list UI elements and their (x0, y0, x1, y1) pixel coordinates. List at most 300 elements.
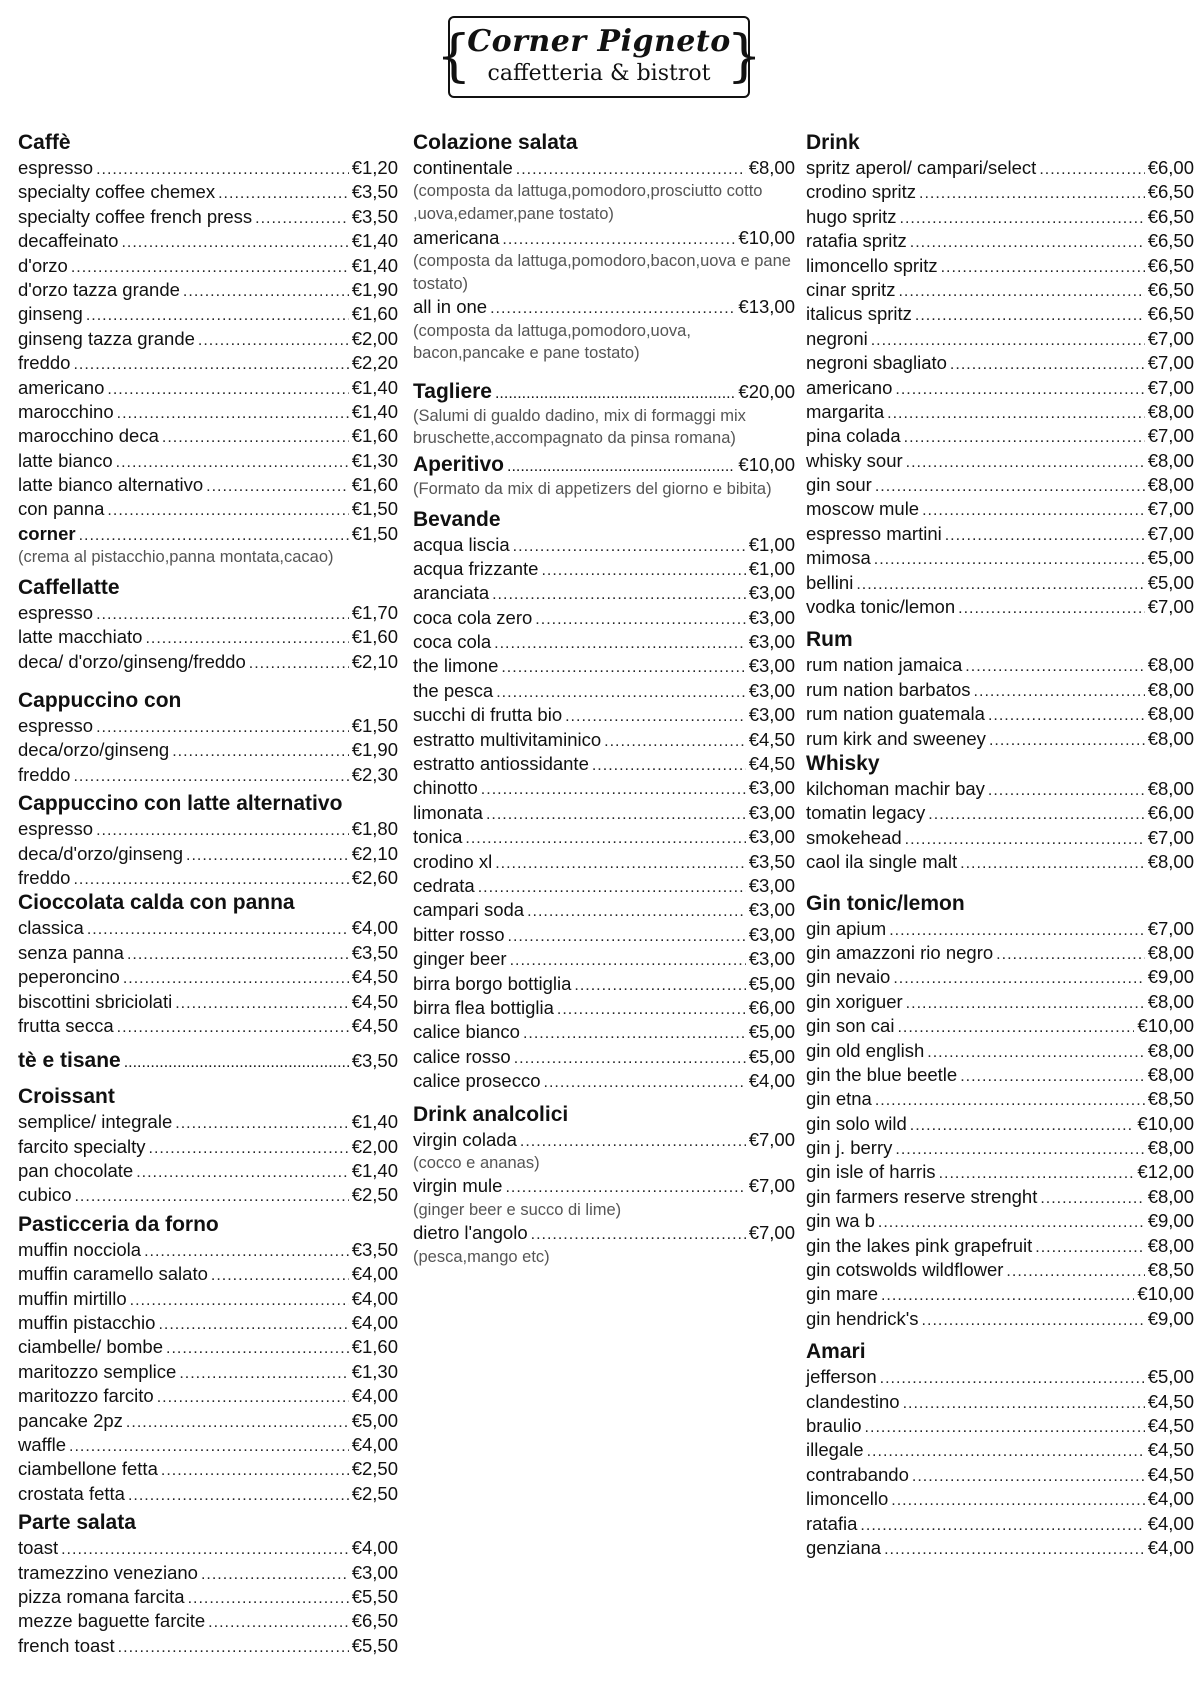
item-price: €3,00 (748, 899, 795, 921)
item-price: €3,00 (748, 923, 795, 945)
item-name: caol ila single malt (806, 851, 958, 873)
menu-item (18, 1482, 398, 1506)
item-name: whisky sour (806, 449, 903, 471)
dot-leader (988, 777, 1145, 803)
menu-item (806, 1365, 1194, 1389)
dot-leader (79, 522, 349, 548)
item-price: €4,00 (351, 1434, 398, 1455)
right-brace-ornament: } (726, 24, 762, 89)
menu-section (806, 891, 1194, 1332)
dot-leader (557, 996, 746, 1022)
section-title: Drink (806, 131, 860, 154)
item-name: negroni sbagliato (806, 352, 947, 374)
dot-leader (118, 1634, 349, 1660)
dot-leader (915, 302, 1145, 328)
logo-subtitle: caffetteria & bistrot (487, 61, 711, 86)
item-name: virgin mule (413, 1175, 503, 1197)
dot-leader (486, 801, 746, 827)
dot-leader (928, 801, 1144, 827)
item-price: €5,00 (748, 1045, 795, 1067)
item-price: €7,00 (748, 1222, 795, 1244)
item-name: gin sour (806, 474, 872, 496)
menu-item (806, 965, 1194, 989)
dot-leader (906, 449, 1145, 475)
menu-item (806, 678, 1194, 702)
dot-leader (158, 1311, 348, 1337)
item-name: corner (18, 522, 76, 544)
section-title: Gin tonic/lemon (806, 891, 965, 915)
menu-item (806, 400, 1194, 424)
item-price: €1,60 (351, 474, 398, 496)
item-price: €3,00 (748, 948, 795, 970)
item-name: gin isle of harris (806, 1161, 936, 1183)
item-name: moscow mule (806, 498, 920, 520)
menu-item (413, 752, 795, 776)
dot-leader (465, 825, 745, 851)
item-name: bitter rosso (413, 923, 505, 945)
item-price: €4,50 (351, 966, 398, 988)
menu-item (806, 826, 1194, 850)
item-name: ginseng (18, 303, 83, 325)
menu-item (18, 1384, 398, 1408)
item-price: €1,40 (351, 254, 398, 276)
menu-item (806, 205, 1194, 229)
dot-leader (73, 351, 348, 377)
dot-leader (996, 941, 1145, 967)
left-brace-ornament: { (436, 24, 472, 89)
menu-item (806, 156, 1194, 180)
menu-section (413, 452, 795, 501)
section-title: Colazione salata (413, 131, 578, 154)
item-name: gin apium (806, 917, 887, 939)
dot-leader (860, 1512, 1144, 1538)
item-name: toast (18, 1537, 59, 1559)
menu-item (806, 1112, 1194, 1136)
item-price: €1,50 (351, 498, 398, 520)
item-name: aranciata (413, 582, 490, 604)
dot-leader (87, 916, 349, 942)
item-name: marocchino (18, 400, 114, 422)
menu-item (413, 728, 795, 752)
item-price: €3,50 (351, 1238, 398, 1260)
item-name: deca/ d'orzo/ginseng/freddo (18, 650, 246, 672)
menu-item (18, 497, 398, 521)
item-name: ciambelle/ bombe (18, 1336, 163, 1358)
dot-leader (878, 1209, 1145, 1235)
dot-leader (183, 278, 349, 304)
dot-leader (865, 1414, 1145, 1440)
dot-leader (96, 714, 349, 740)
item-price: €1,40 (351, 400, 398, 422)
menu-item (806, 595, 1194, 619)
logo (436, 16, 762, 98)
item-price: €3,00 (748, 679, 795, 701)
menu-item (806, 653, 1194, 677)
item-name: vodka tonic/lemon (806, 596, 956, 618)
dot-leader (157, 1384, 349, 1410)
menu-item (806, 1463, 1194, 1487)
item-description: (composta da lattuga,pomodoro,bacon,uova e pane tostato) (413, 251, 791, 293)
dot-leader (527, 898, 746, 924)
dot-leader (218, 180, 349, 206)
menu-item (18, 650, 398, 674)
dot-leader (201, 1561, 349, 1587)
item-name: french toast (18, 1634, 115, 1656)
item-name: the limone (413, 655, 499, 677)
item-name: gin amazzoni rio negro (806, 941, 994, 963)
menu-item (413, 923, 795, 947)
item-price: €10,00 (1137, 1015, 1194, 1037)
menu-item (806, 777, 1194, 801)
item-price: €3,00 (748, 582, 795, 604)
menu-item (18, 1262, 398, 1286)
item-name: gin the lakes pink grapefruit (806, 1234, 1033, 1256)
item-name: coca cola zero (413, 606, 533, 628)
item-name: freddo (18, 352, 71, 374)
dot-leader (172, 738, 349, 764)
dot-leader (891, 1487, 1144, 1513)
menu-item (806, 1209, 1194, 1233)
item-price: €8,00 (1147, 941, 1194, 963)
section-title: Cappuccino con (18, 689, 182, 713)
item-name: frutta secca (18, 1014, 114, 1036)
item-price: €4,00 (1147, 1488, 1194, 1510)
menu-item (413, 874, 795, 898)
item-price: €1,30 (351, 1360, 398, 1382)
item-name: cubico (18, 1184, 72, 1206)
item-price: €7,00 (1147, 498, 1194, 520)
item-name: crodino xl (413, 850, 493, 872)
item-price: €10,00 (738, 226, 795, 248)
dot-leader (906, 990, 1145, 1016)
menu-item (806, 1438, 1194, 1462)
dot-leader (958, 595, 1145, 621)
section-title: Parte salata (18, 1511, 136, 1535)
dot-leader (874, 546, 1145, 572)
item-name: limonata (413, 801, 483, 823)
menu-item (806, 801, 1194, 825)
item-price: €8,00 (1147, 654, 1194, 676)
item-name: ginseng tazza grande (18, 327, 195, 349)
menu-item (413, 557, 795, 581)
item-price: €1,60 (351, 425, 398, 447)
menu-section (806, 130, 1194, 619)
section-title: Tagliere (413, 379, 492, 403)
menu-item (806, 850, 1194, 874)
dot-leader (927, 1039, 1144, 1065)
item-name: mimosa (806, 547, 871, 569)
item-description: (cocco e ananas) (413, 1153, 540, 1172)
item-price: €1,60 (351, 626, 398, 648)
menu-item (413, 1128, 795, 1152)
menu-item (806, 1414, 1194, 1438)
item-name: gin cotswolds wildflower (806, 1259, 1004, 1281)
dot-leader (912, 1463, 1145, 1489)
menu-section (806, 627, 1194, 751)
dot-leader (922, 497, 1145, 523)
item-name: biscottini sbriciolati (18, 990, 173, 1012)
dot-leader (481, 776, 746, 802)
dot-leader (574, 972, 745, 998)
dot-leader (166, 1335, 349, 1361)
item-price: €8,00 (1147, 1039, 1194, 1061)
item-price: €1,50 (351, 522, 398, 544)
menu-item (413, 947, 795, 971)
item-price: €8,00 (1147, 851, 1194, 873)
item-name: crodino spritz (806, 181, 917, 203)
item-name: virgin colada (413, 1128, 517, 1150)
dot-leader (516, 156, 746, 182)
item-name: deca/d'orzo/ginseng (18, 842, 184, 864)
item-price: €3,00 (748, 655, 795, 677)
dot-leader (128, 1482, 349, 1508)
item-name: specialty coffee french press (18, 205, 253, 227)
item-price: €4,00 (1147, 1536, 1194, 1558)
item-price: €6,50 (351, 1610, 398, 1632)
menu-item (18, 1609, 398, 1633)
menu-item (18, 714, 398, 738)
menu-item (18, 473, 398, 497)
item-name: limoncello spritz (806, 254, 938, 276)
item-name: espresso martini (806, 522, 942, 544)
dot-leader (520, 1128, 746, 1154)
menu-item (806, 1234, 1194, 1258)
dot-leader (897, 1014, 1134, 1040)
menu-item (18, 156, 398, 180)
item-price: €5,00 (1147, 1366, 1194, 1388)
item-price: €8,00 (1147, 1185, 1194, 1207)
item-name: marocchino deca (18, 425, 159, 447)
item-name: birra borgo bottiglia (413, 972, 572, 994)
dot-leader (96, 817, 349, 843)
dot-leader (492, 581, 746, 607)
item-name: gin mare (806, 1283, 878, 1305)
item-name: d'orzo tazza grande (18, 278, 180, 300)
item-name: rum nation barbatos (806, 678, 971, 700)
menu-item (806, 1258, 1194, 1282)
item-price: €2,50 (351, 1482, 398, 1504)
menu-item (413, 295, 795, 319)
menu-item (806, 1536, 1194, 1560)
dot-leader (496, 679, 745, 705)
item-price: €7,00 (1147, 425, 1194, 447)
item-price: €4,50 (748, 728, 795, 750)
item-name: gin wa b (806, 1210, 875, 1232)
item-price: €2,30 (351, 763, 398, 785)
dot-leader (565, 703, 746, 729)
item-name: coca cola (413, 631, 492, 653)
item-name: gin hendrick's (806, 1307, 919, 1329)
menu-item (18, 1433, 398, 1457)
menu-item (18, 1135, 398, 1159)
dot-leader (188, 1585, 349, 1611)
item-price: €4,50 (1147, 1439, 1194, 1461)
menu-item (18, 302, 398, 326)
menu-section (18, 1212, 398, 1506)
dot-leader (941, 254, 1145, 280)
menu-item (413, 679, 795, 703)
dot-leader (162, 424, 349, 450)
section-title: Rum (806, 628, 853, 652)
item-price: €8,00 (1147, 990, 1194, 1012)
dot-leader (592, 752, 746, 778)
item-price: €7,00 (1147, 352, 1194, 374)
item-name: tramezzino veneziano (18, 1561, 198, 1583)
item-price: €2,50 (351, 1458, 398, 1480)
menu-item (806, 449, 1194, 473)
item-price: €6,50 (1147, 181, 1194, 203)
menu-item (413, 654, 795, 678)
item-price: €2,50 (351, 1184, 398, 1206)
item-price: €2,00 (351, 327, 398, 349)
menu-item (806, 1160, 1194, 1184)
section-price: €20,00 (738, 380, 795, 402)
dot-leader (531, 1221, 746, 1247)
item-name: estratto multivitaminico (413, 728, 602, 750)
menu-item (806, 229, 1194, 253)
item-price: €8,00 (1147, 474, 1194, 496)
menu-item (806, 1039, 1194, 1063)
item-price: €2,00 (351, 1135, 398, 1157)
item-price: €2,10 (351, 650, 398, 672)
section-title: Amari (806, 1340, 866, 1364)
dot-leader (880, 1365, 1145, 1391)
menu-item (413, 1045, 795, 1069)
menu-item (18, 1360, 398, 1384)
dot-leader (179, 1360, 348, 1386)
item-price: €3,00 (748, 631, 795, 653)
dot-leader (208, 1609, 349, 1635)
dot-leader (604, 728, 746, 754)
item-price: €5,50 (351, 1634, 398, 1656)
menu-section (413, 507, 795, 1094)
dot-leader (501, 654, 745, 680)
item-price: €4,00 (351, 917, 398, 939)
menu-item (18, 327, 398, 351)
item-name: bellini (806, 571, 854, 593)
dot-leader (974, 678, 1145, 704)
menu-column-2 (413, 130, 795, 1268)
item-name: ratafia spritz (806, 230, 907, 252)
menu-item (18, 1014, 398, 1038)
item-price: €3,50 (351, 941, 398, 963)
item-price: €1,20 (351, 157, 398, 178)
item-name: deca/orzo/ginseng (18, 739, 170, 761)
item-price: €4,00 (351, 1537, 398, 1559)
menu-item (18, 449, 398, 473)
item-name: pina colada (806, 425, 901, 447)
item-name: contrabando (806, 1463, 909, 1485)
menu-item (18, 1634, 398, 1658)
item-name: gin son cai (806, 1015, 895, 1037)
menu-item (806, 522, 1194, 546)
item-name: chinotto (413, 777, 478, 799)
menu-item (413, 1020, 795, 1044)
menu-item (806, 1307, 1194, 1331)
menu-item (18, 625, 398, 649)
menu-item (18, 842, 398, 866)
menu-item (806, 702, 1194, 726)
item-name: gin j. berry (806, 1137, 893, 1159)
item-name: rum nation guatemala (806, 703, 985, 725)
item-name: cinar spritz (806, 278, 896, 300)
item-price: €8,00 (1147, 1234, 1194, 1256)
menu-item (806, 1282, 1194, 1306)
item-name: waffle (18, 1434, 66, 1455)
menu-section (18, 1510, 398, 1658)
dot-leader (871, 327, 1145, 353)
menu-item (413, 801, 795, 825)
dot-leader (904, 424, 1145, 450)
dot-leader (887, 400, 1145, 426)
dot-leader (96, 156, 349, 182)
menu-item (18, 738, 398, 762)
dot-leader (884, 1536, 1145, 1562)
item-name: d'orzo (18, 254, 68, 276)
item-name: pancake 2pz (18, 1409, 123, 1431)
item-price: €4,50 (1147, 1414, 1194, 1436)
dot-leader (900, 205, 1145, 231)
item-name: jefferson (806, 1366, 877, 1388)
dot-leader (960, 850, 1145, 876)
item-price: €8,00 (1147, 777, 1194, 799)
item-name: espresso (18, 818, 94, 840)
section-title: Aperitivo (413, 452, 505, 476)
item-price: €7,00 (1147, 826, 1194, 848)
dot-leader (61, 1536, 349, 1562)
item-name: farcito specialty (18, 1135, 146, 1157)
menu-item (18, 1457, 398, 1481)
menu-column-3 (806, 130, 1194, 1560)
item-name: gin xoriguer (806, 990, 903, 1012)
item-name: pan chocolate (18, 1160, 134, 1182)
item-price: €4,00 (748, 1070, 795, 1092)
dot-leader (875, 1087, 1145, 1113)
dot-leader (211, 1262, 349, 1288)
dot-leader (544, 1069, 746, 1095)
item-price: €1,00 (748, 533, 795, 555)
item-price: €6,50 (1147, 205, 1194, 227)
menu-column-1 (18, 130, 398, 1658)
section-price: €3,50 (351, 1050, 398, 1072)
item-name: ratafia (806, 1512, 858, 1534)
menu-item (18, 376, 398, 400)
menu-item (413, 226, 795, 250)
section-title: Whisky (806, 751, 880, 775)
menu-item (18, 916, 398, 940)
menu-item (18, 1311, 398, 1335)
menu-item (806, 1136, 1194, 1160)
item-price: €1,40 (351, 1111, 398, 1133)
item-name: freddo (18, 866, 71, 888)
dot-leader (905, 826, 1145, 852)
dot-leader (535, 606, 745, 632)
dot-leader (116, 449, 349, 475)
menu-item (806, 424, 1194, 448)
section-price: €10,00 (738, 453, 795, 475)
item-name: decaffeinato (18, 230, 119, 252)
section-title: Croissant (18, 1085, 115, 1109)
menu-item (413, 533, 795, 557)
menu-item (413, 156, 795, 180)
item-name: muffin mirtillo (18, 1287, 127, 1309)
item-name: tonica (413, 826, 463, 848)
item-name: freddo (18, 763, 71, 785)
item-name: gin etna (806, 1088, 872, 1110)
item-name: acqua frizzante (413, 557, 539, 579)
item-price: €5,00 (351, 1409, 398, 1431)
item-price: €1,60 (351, 1336, 398, 1358)
